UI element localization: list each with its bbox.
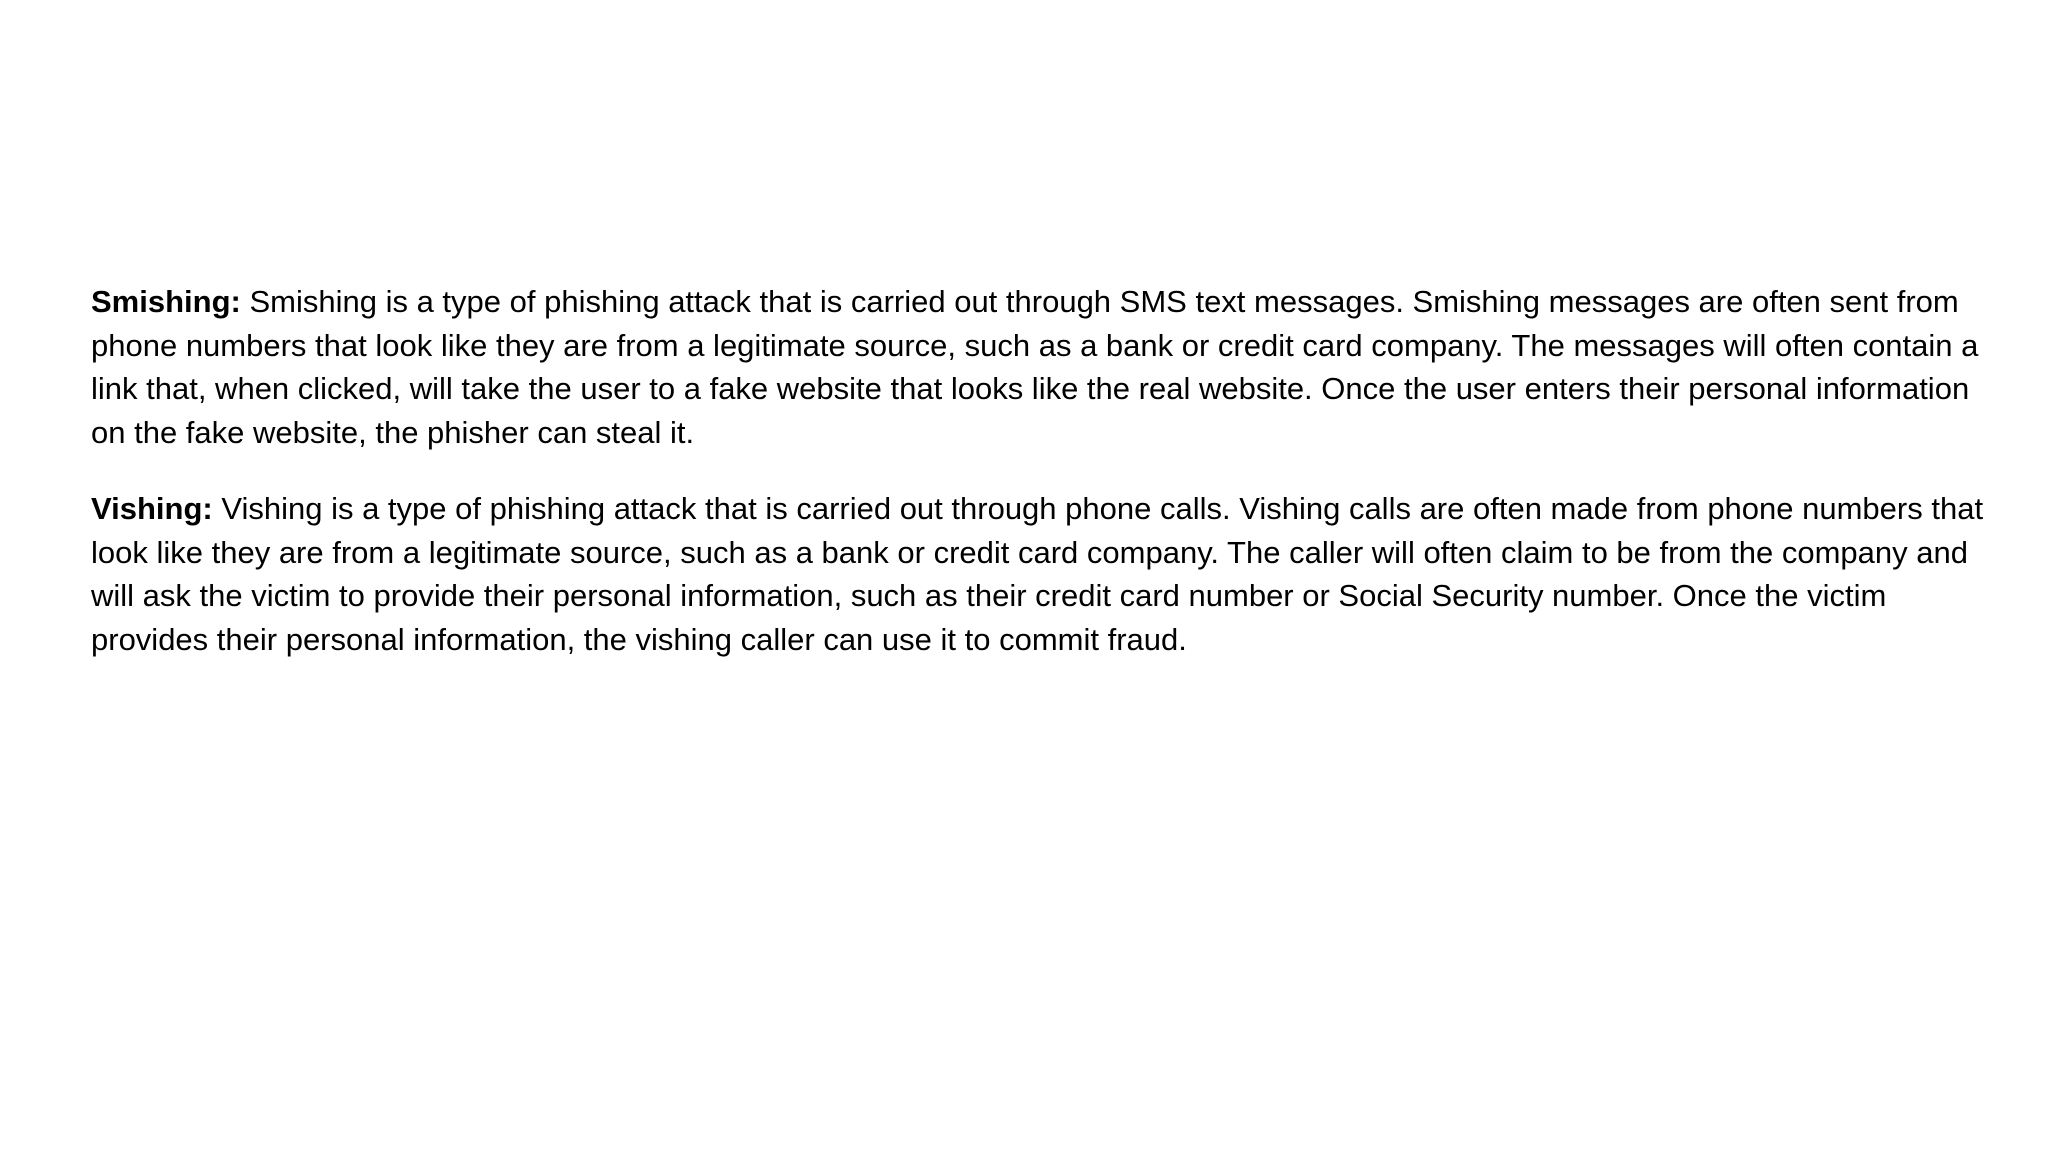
slide-body [91,280,1991,694]
paragraph-smishing [91,280,1991,454]
definition-vishing: Vishing is a type of phishing attack that is carried out through phone calls. Vishing calls are often made from phone numbers that look like they are from a legitimate source, such as a bank or credit card company. The caller will often claim to be from the company and will ask the victim to provide their personal information, such as their credit card number or Social Security number. Once the victim provides their personal information, the vishing caller can use it to commit fraud. [91,491,1984,657]
term-vishing: Vishing: [91,491,213,526]
term-smishing: Smishing: [91,284,241,319]
paragraph-vishing [91,487,1991,661]
definition-smishing: Smishing is a type of phishing attack that is carried out through SMS text messages. Smishing messages are often sent from phone numbers that look like they are from a legitimate source, such as a bank or credit card company. The messages will often contain a link that, when clicked, will take the user to a fake website that looks like the real website. Once the user enters their personal information on the fake website, the phisher can steal it. [91,284,1979,450]
